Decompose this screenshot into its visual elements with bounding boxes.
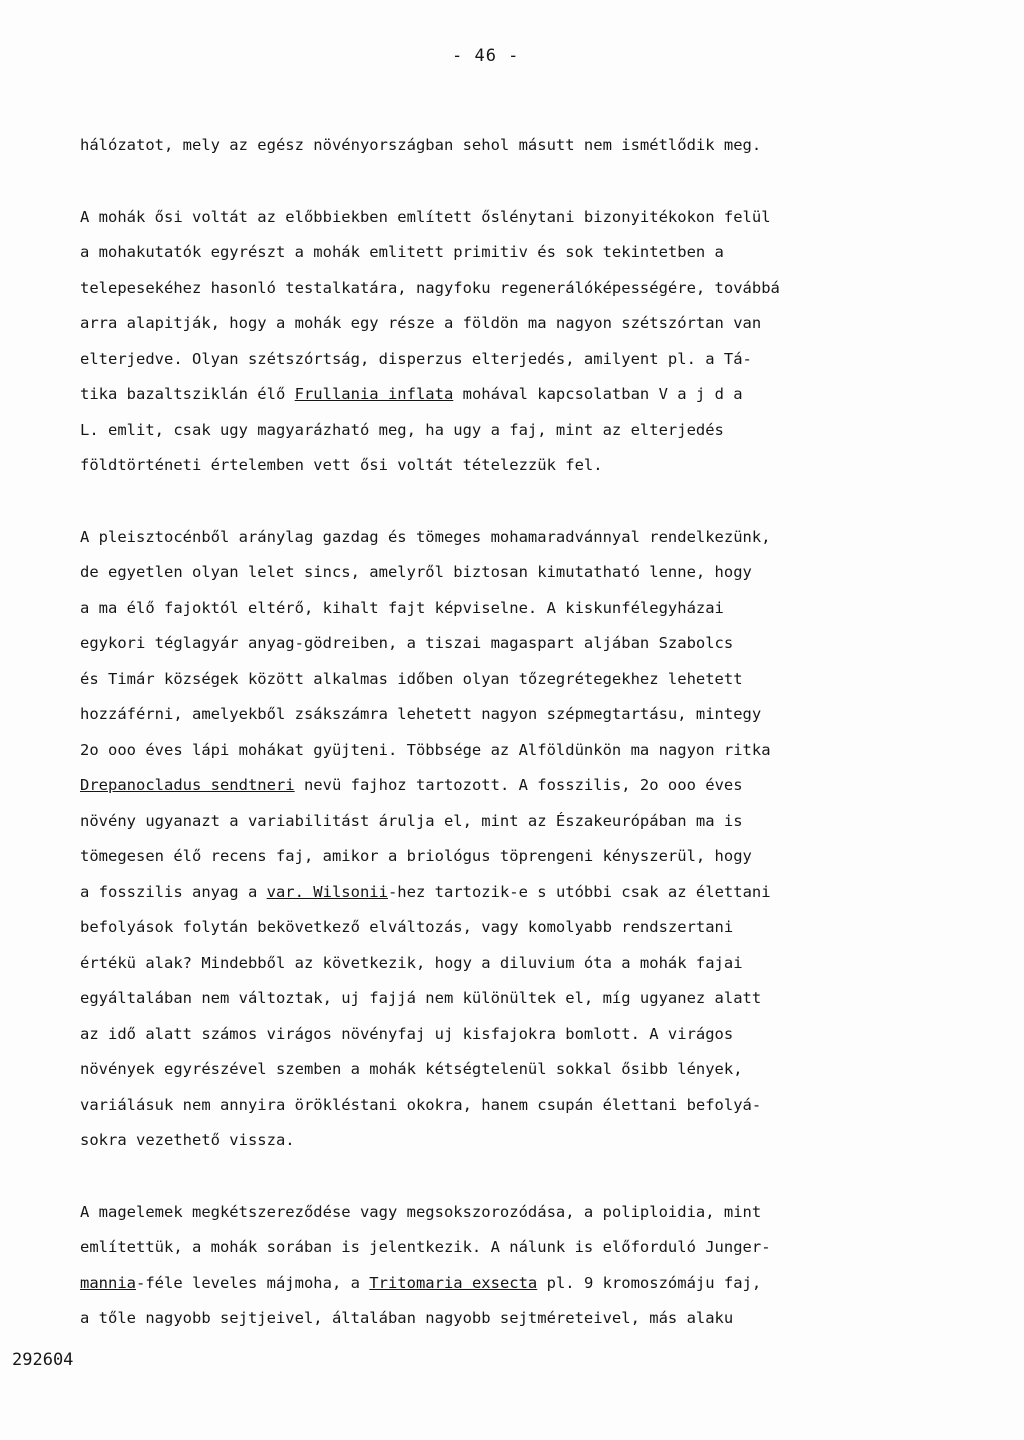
text-line: hozzáférni, amelyekből zsákszámra lehetett nagyon szépmegtartásu, mintegy [80,705,762,723]
text-line: tika bazaltsziklán élő Frullania inflata mohával kapcsolatban V a j d a [80,385,743,403]
paragraph-4 [80,1195,960,1337]
text-line: sokra vezethető vissza. [80,1131,295,1149]
text-line: L. emlit, csak ugy magyarázható meg, ha ugy a faj, mint az elterjedés [80,420,724,439]
text-line: a mohakutatók egyrészt a mohák emlitett primitiv és sok tekintetben a [80,243,724,261]
text-line: a ma élő fajoktól eltérő, kihalt fajt képviselne. A kiskunfélegyházai [80,598,724,617]
text-line: a tőle nagyobb sejtjeivel, általában nagyobb sejtméreteivel, más alaku [80,1309,734,1327]
text-line: variálásuk nem annyira örökléstani okokra, hanem csupán élettani befolyá- [80,1095,762,1114]
text-line: elterjedve. Olyan szétszórtság, disperzus elterjedés, amilyent pl. a Tá- [80,349,752,368]
text-line: értékü alak? Mindebből az következik, hogy a diluvium óta a mohák fajai [80,953,743,972]
text-line: Drepanocladus sendtneri nevü fajhoz tartozott. A fosszilis, 2o ooo éves [80,776,743,794]
paragraph-1 [80,128,960,164]
text-line: de egyetlen olyan lelet sincs, amelyről biztosan kimutatható lenne, hogy [80,563,752,581]
text-line: A mohák ősi voltát az előbbiekben említett őslénytani bizonyitékokon felül [80,207,771,226]
text-line: telepesekéhez hasonló testalkatára, nagyfoku regenerálóképességére, továbbá [80,278,780,297]
text-line: a fosszilis anyag a var. Wilsonii-hez tartozik-e s utóbbi csak az élettani [80,882,771,901]
text-line: növény ugyanazt a variabilitást árulja el, mint az Északeurópában ma is [80,811,743,830]
paragraph-2 [80,200,960,484]
paragraph-3 [80,520,960,1159]
text-line: hálózatot, mely az egész növényországban sehol másutt nem ismétlődik meg. [80,136,762,154]
text-line: egykori téglagyár anyag-gödreiben, a tiszai magaspart aljában Szabolcs [80,634,734,652]
text-line: A magelemek megkétszereződése vagy megsokszorozódása, a poliploidia, mint [80,1202,762,1221]
text-line: egyáltalában nem változtak, uj fajjá nem különültek el, míg ugyanez alatt [80,989,762,1007]
text-line: A pleisztocénből aránylag gazdag és tömeges mohamaradvánnyal rendelkezünk, [80,527,771,546]
text-line: tömegesen élő recens faj, amikor a briológus töprengeni kényszerül, hogy [80,847,752,865]
text-line: említettük, a mohák sorában is jelentkezik. A nálunk is előforduló Junger- [80,1238,771,1256]
page-number: - 46 - [452,46,520,66]
document-id: 292604 [12,1350,74,1370]
text-line: arra alapitják, hogy a mohák egy része a földön ma nagyon szétszórtan van [80,314,762,332]
text-line: 2o ooo éves lápi mohákat gyüjteni. Többsége az Alföldünkön ma nagyon ritka [80,740,771,759]
text-line: növények egyrészével szemben a mohák kétségtelenül sokkal ősibb lények, [80,1060,743,1078]
text-line: és Timár községek között alkalmas időben olyan tőzegrétegekhez lehetett [80,669,743,688]
text-line: befolyások folytán bekövetkező elváltozás, vagy komolyabb rendszertani [80,918,734,936]
text-line: az idő alatt számos virágos növényfaj uj kisfajokra bomlott. A virágos [80,1024,734,1043]
text-line: földtörténeti értelemben vett ősi voltát tételezzük fel. [80,456,603,474]
text-line: mannia-féle leveles májmoha, a Tritomaria exsecta pl. 9 kromoszómáju faj, [80,1273,762,1292]
document-body [80,128,960,1337]
